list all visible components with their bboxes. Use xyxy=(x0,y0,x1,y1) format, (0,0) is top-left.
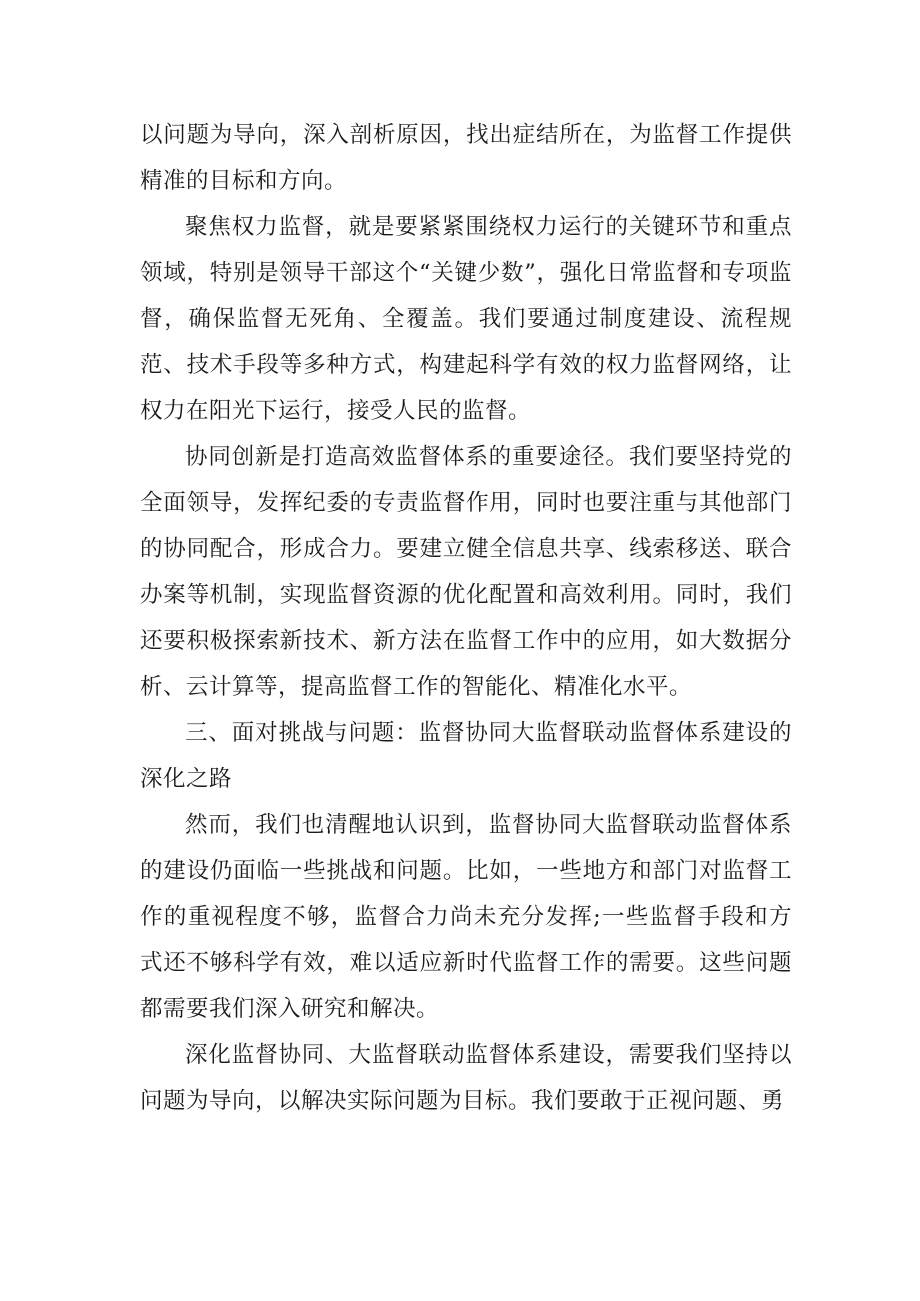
section-heading-challenges: 三、面对挑战与问题：监督协同大监督联动监督体系建设的深化之路 xyxy=(140,720,792,792)
paragraph-power-supervision: 聚焦权力监督，就是要紧紧围绕权力运行的关键环节和重点领域，特别是领导干部这个“关键少数”，强化日常监督和专项监督，确保监督无死角、全覆盖。我们要通过制度建设、流程规范、技术手段等多种方式，构建起科学有效的权力监督网络，让权力在阳光下运行，接受人民的监督。 xyxy=(140,214,792,424)
document-body xyxy=(140,112,792,1124)
paragraph-deepening: 深化监督协同、大监督联动监督体系建设，需要我们坚持以问题为导向，以解决实际问题为目标。我们要敢于正视问题、勇 xyxy=(140,1042,792,1114)
paragraph-challenges: 然而，我们也清醒地认识到，监督协同大监督联动监督体系的建设仍面临一些挑战和问题。比如，一些地方和部门对监督工作的重视程度不够，监督合力尚未充分发挥;一些监督手段和方式还不够科学有效，难以适应新时代监督工作的需要。这些问题都需要我们深入研究和解决。 xyxy=(140,812,792,1022)
paragraph-collaborative-innovation: 协同创新是打造高效监督体系的重要途径。我们要坚持党的全面领导，发挥纪委的专责监督作用，同时也要注重与其他部门的协同配合，形成合力。要建立健全信息共享、线索移送、联合办案等机制，实现监督资源的优化配置和高效利用。同时，我们还要积极探索新技术、新方法在监督工作中的应用，如大数据分析、云计算等，提高监督工作的智能化、精准化水平。 xyxy=(140,444,792,700)
paragraph-problem-orientation: 以问题为导向，深入剖析原因，找出症结所在，为监督工作提供精准的目标和方向。 xyxy=(140,122,792,194)
